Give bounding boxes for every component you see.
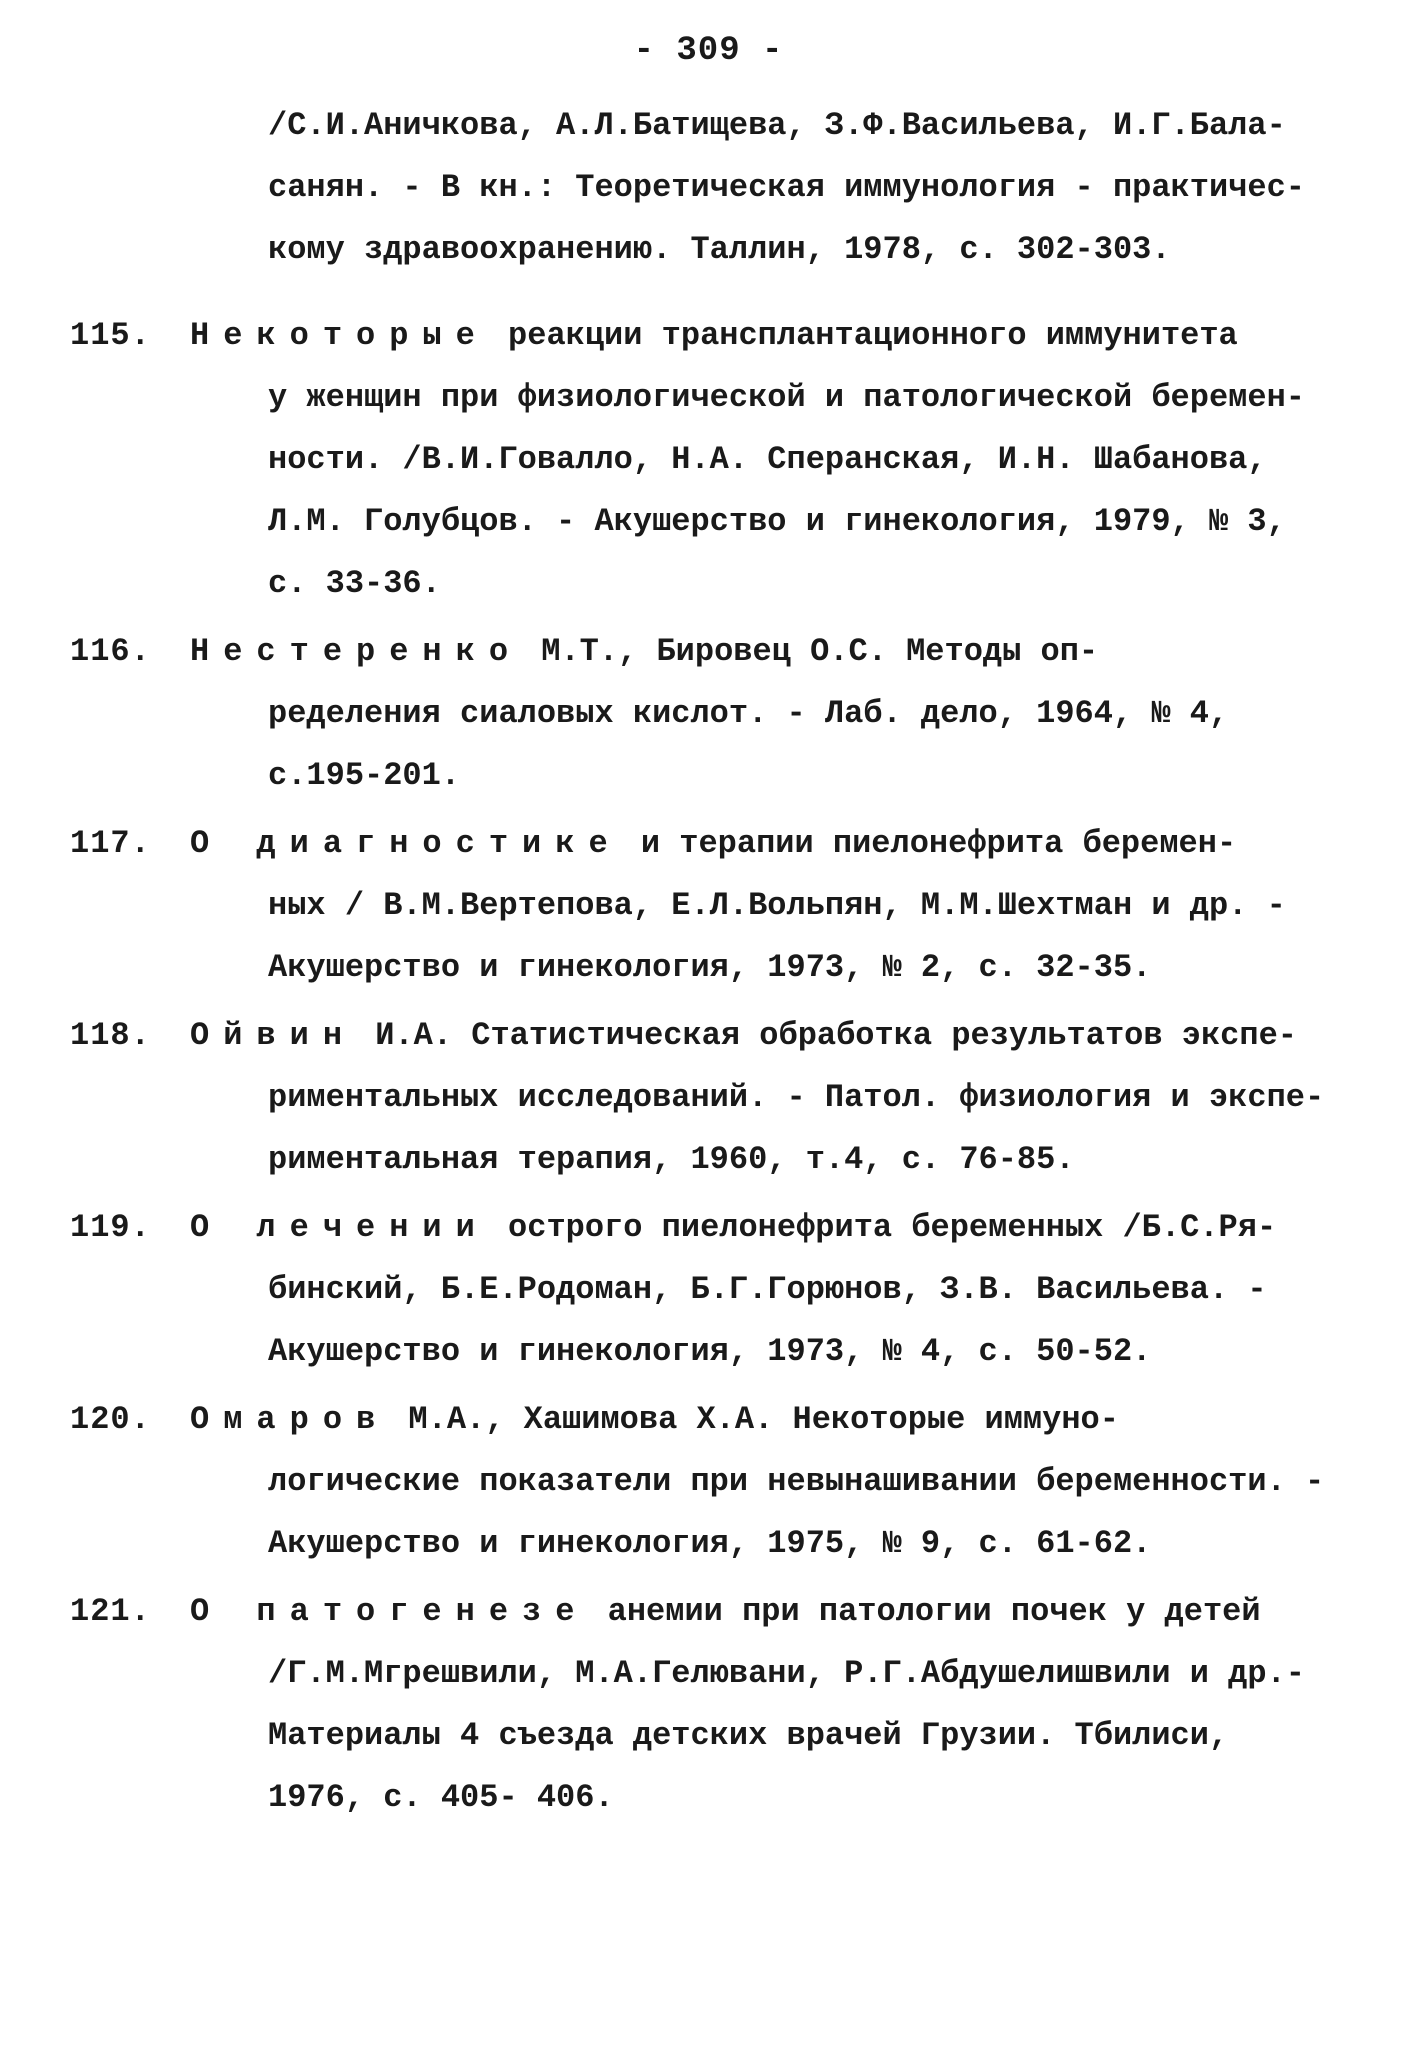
entry-line: Л.М. Голубцов. - Акушерство и гинекология, 1979, № 3, [268,503,1286,540]
entry-line: ных / В.М.Вертепова, Е.Л.Вольпян, М.М.Шехтман и др. - [268,887,1286,924]
entry-lead-word: Нестеренко [190,633,523,670]
page-number: - 309 - [633,32,784,70]
entry-number: 117. [70,825,151,862]
entry-lead-word: Ойвин [190,1017,357,1054]
continued-line: /С.И.Аничкова, А.Л.Батищева, З.Ф.Васильева, И.Г.Бала- [268,107,1286,144]
entry-line: бинский, Б.Е.Родоман, Б.Г.Горюнов, З.В. Васильева. - [268,1271,1267,1308]
entry-number: 118. [70,1017,151,1054]
reference-entry-121 [70,1581,1350,1829]
entry-line: риментальных исследований. - Патол. физиология и экспе- [268,1079,1325,1116]
entry-first-line: острого пиелонефрита беременных /Б.С.Ря- [508,1209,1277,1246]
entry-first-line: реакции трансплантационного иммунитета [508,317,1238,354]
entry-line: Акушерство и гинекология, 1975, № 9, с. 61-62. [268,1525,1152,1562]
entry-number: 120. [70,1401,151,1438]
entry-lead-word: Омаров [190,1401,390,1438]
reference-entry-115 [70,305,1350,615]
entry-first-line: анемии при патологии почек у детей [607,1593,1261,1630]
entry-line: Материалы 4 съезда детских врачей Грузии. Тбилиси, [268,1717,1229,1754]
entry-first-line: М.Т., Бировец О.С. Методы оп- [541,633,1099,670]
entry-lead-word: О диагностике [190,825,622,862]
continued-line: санян. - В кн.: Теоретическая иммунология - практичес- [268,169,1305,206]
continued-line: кому здравоохранению. Таллин, 1978, с. 302-303. [268,231,1171,268]
reference-entry-116 [70,621,1350,807]
entry-line: риментальная терапия, 1960, т.4, с. 76-85. [268,1141,1075,1178]
entry-number: 116. [70,633,151,670]
entry-line: с.195-201. [268,757,461,794]
reference-list [70,305,1350,1835]
continued-reference [268,95,1348,281]
reference-entry-117 [70,813,1350,999]
entry-line: с. 33-36. [268,565,441,602]
entry-number: 119. [70,1209,151,1246]
entry-lead-word: О лечении [190,1209,489,1246]
entry-number: 121. [70,1593,151,1630]
entry-line: Акушерство и гинекология, 1973, № 2, с. 32-35. [268,949,1152,986]
entry-line: логические показатели при невынашивании беременности. - [268,1463,1325,1500]
entry-first-line: и терапии пиелонефрита беремен- [640,825,1237,862]
entry-first-line: М.А., Хашимова Х.А. Некоторые иммуно- [408,1401,1119,1438]
reference-entry-118 [70,1005,1350,1191]
entry-line: ределения сиаловых кислот. - Лаб. дело, 1964, № 4, [268,695,1229,732]
reference-entry-120 [70,1389,1350,1575]
entry-lead-word: Некоторые [190,317,489,354]
entry-line: ности. /В.И.Говалло, Н.А. Сперанская, И.Н. Шабанова, [268,441,1267,478]
entry-line: Акушерство и гинекология, 1973, № 4, с. 50-52. [268,1333,1152,1370]
reference-entry-119 [70,1197,1350,1383]
entry-line: 1976, с. 405- 406. [268,1779,614,1816]
entry-lead-word: О патогенезе [190,1593,589,1630]
entry-line: у женщин при физиологической и патологической беремен- [268,379,1305,416]
entry-number: 115. [70,317,151,354]
entry-line: /Г.М.Мгрешвили, М.А.Гелювани, Р.Г.Абдушелишвили и др.- [268,1655,1305,1692]
entry-first-line: И.А. Статистическая обработка результатов экспе- [375,1017,1297,1054]
